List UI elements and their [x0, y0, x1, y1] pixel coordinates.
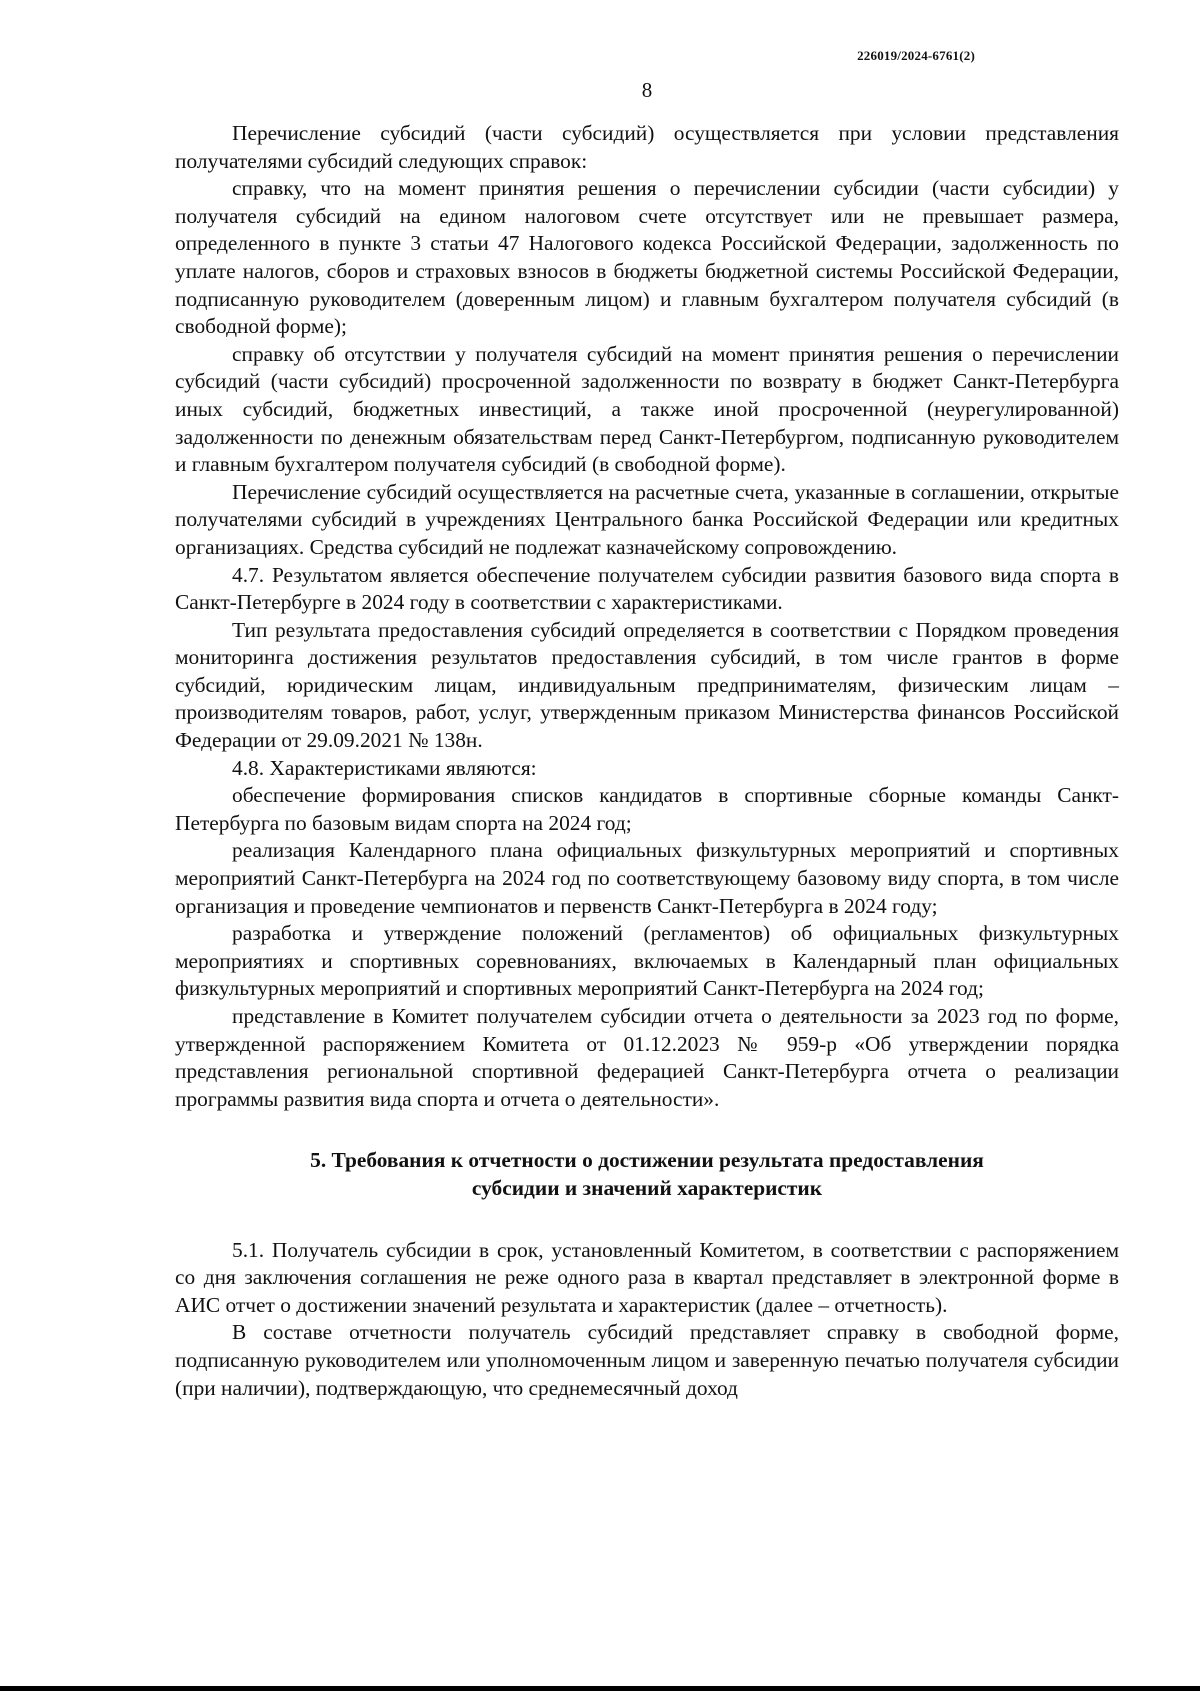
- paragraph: 4.7. Результатом является обеспечение получателем субсидии развития базового вида спорта в Санкт-Петербурге в 2024 году в соответствии с характеристиками.: [175, 562, 1119, 615]
- paragraph: Перечисление субсидий (части субсидий) осуществляется при условии представления получателями субсидий следующих справок:: [175, 121, 1119, 173]
- paragraph: Тип результата предоставления субсидий определяется в соответствии с Порядком проведения мониторинга достижения результатов предоставления субсидий, в том числе грантов в форме субсидий, юридическим лицам, индивидуальным предпринимателям, физическим лицам – производителям товаров, работ, услуг, утвержденным приказом Министерства финансов Российской Федерации от 29.09.2021 № 138н.: [175, 617, 1119, 753]
- paragraph: В составе отчетности получатель субсидий представляет справку в свободной форме, подписанную руководителем или уполномоченным лицом и заверенную печатью получателя субсидии (при наличии), подтверждающую, что среднемесячный доход: [175, 1320, 1119, 1400]
- section-heading: 5. Требования к отчетности о достижении результата предоставления субсидии и значений характеристик: [310, 1148, 984, 1200]
- paragraph: представление в Комитет получателем субсидии отчета о деятельности за 2023 год по форме, утвержденной распоряжением Комитета от 01.12.2023 № 959-р «Об утверждении порядка представления региональной спортивной федерацией Санкт-Петербурга отчета о реализации программы развития вида спорта и отчета о деятельности».: [175, 1004, 1119, 1111]
- page-number: 8: [641, 78, 653, 102]
- paragraph: 4.8. Характеристиками являются:: [232, 755, 537, 780]
- paragraph: 5.1. Получатель субсидии в срок, установленный Комитетом, в соответствии с распоряжением со дня заключения соглашения не реже одного раза в квартал представляет в электронной форме в АИС отчет о достижении значений результата и характеристик (далее – отчетность).: [175, 1237, 1119, 1317]
- paragraph: справку, что на момент принятия решения о перечислении субсидии (части субсидии) у получателя субсидий на едином налоговом счете отсутствует или не превышает размера, определенного в пункте 3 статьи 47 Налогового кодекса Российской Федерации, задолженность по уплате налогов, сборов и страховых взносов в бюджеты бюджетной системы Российской Федерации, подписанную руководителем (доверенным лицом) и главным бухгалтером получателя субсидий (в свободной форме);: [175, 176, 1119, 339]
- paragraph: обеспечение формирования списков кандидатов в спортивные сборные команды Санкт-Петербурга по базовым видам спорта на 2024 год;: [175, 783, 1119, 835]
- scan-edge-line: [0, 1686, 1200, 1691]
- document-number: 226019/2024-6761(2): [857, 48, 975, 63]
- paragraph: разработка и утверждение положений (регламентов) об официальных физкультурных мероприятиях и спортивных соревнованиях, включаемых в Календарный план официальных физкультурных мероприятий и спортивных мероприятий Санкт-Петербурга на 2024 год;: [175, 921, 1119, 1001]
- paragraph: реализация Календарного плана официальных физкультурных мероприятий и спортивных мероприятий Санкт-Петербурга на 2024 год по соответствующему базовому виду спорта, в том числе организация и проведение чемпионатов и первенств Санкт-Петербурга в 2024 году;: [175, 838, 1119, 918]
- paragraph: справку об отсутствии у получателя субсидий на момент принятия решения о перечислении субсидий (части субсидий) просроченной задолженности по возврату в бюджет Санкт-Петербурга иных субсидий, бюджетных инвестиций, а также иной просроченной (неурегулированной) задолженности по денежным обязательствам перед Санкт-Петербургом, подписанную руководителем и главным бухгалтером получателя субсидий (в свободной форме).: [175, 341, 1119, 477]
- paragraph: Перечисление субсидий осуществляется на расчетные счета, указанные в соглашении, открытые получателями субсидий в учреждениях Центрального банка Российской Федерации или кредитных организациях. Средства субсидий не подлежат казначейскому сопровождению.: [175, 479, 1119, 559]
- document-body: [175, 120, 1119, 1402]
